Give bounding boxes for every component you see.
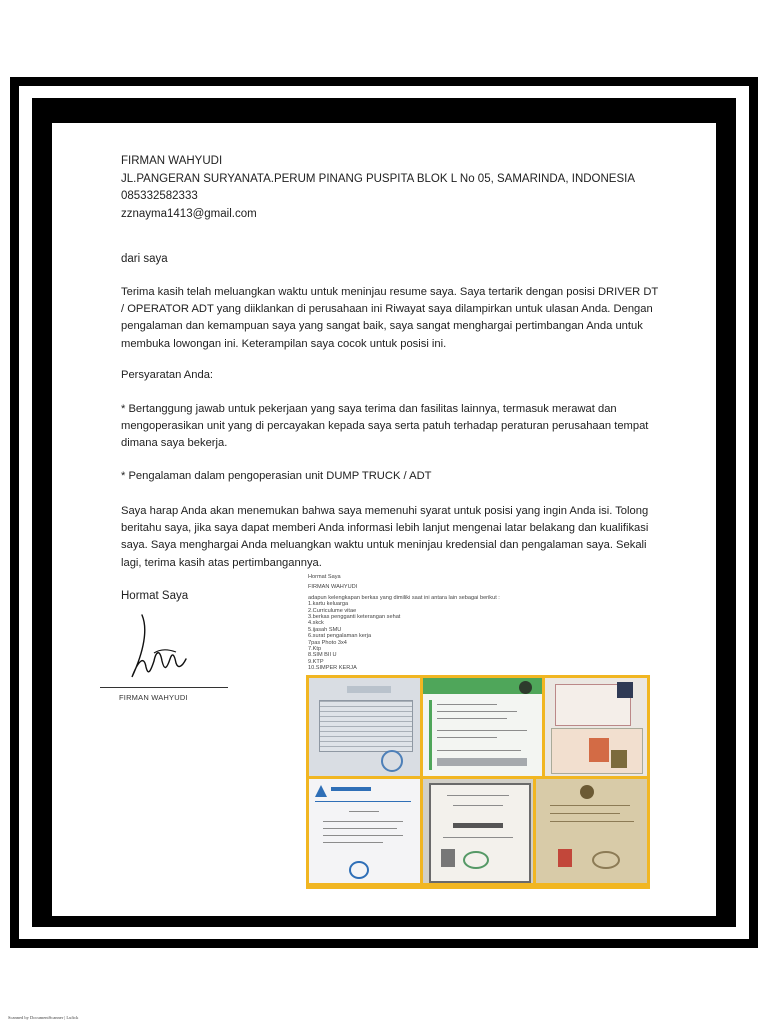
attachment-item: 8.SIM BII U	[308, 652, 337, 659]
signature-line	[100, 687, 228, 688]
scanner-footer: Scanned by DocumentScanner | Lufick	[8, 1015, 79, 1020]
letter-header	[121, 153, 635, 223]
id-card-scan	[545, 678, 647, 776]
attachment-item: 7pas Photo 3x4	[308, 639, 347, 646]
documents-collage	[306, 675, 650, 889]
requirement-item: * Pengalaman dalam pengoperasian unit DUMP TRUCK / ADT	[121, 470, 432, 482]
family-card-scan	[309, 678, 420, 776]
attachment-item: 10.SIMPER KERJA	[308, 665, 357, 672]
work-letter-scan	[309, 779, 420, 883]
certificate-scan	[423, 779, 533, 883]
closing-phrase: Hormat Saya	[121, 590, 189, 602]
attachment-item: 7.Ktp	[308, 646, 322, 653]
requirements-title: Persyaratan Anda:	[121, 369, 214, 381]
handwritten-signature	[124, 609, 216, 689]
frame-mat	[19, 86, 749, 939]
attachment-item: 2.Curriculume vitae	[308, 607, 357, 614]
police-record-scan	[536, 779, 647, 883]
requirement-item: * Bertanggung jawab untuk pekerjaan yang saya terima dan fasilitas lainnya, termasuk merawat dan mengoperasikan unit yang di percayakan kepada saya serta patuh terhadap peraturan perusahaan tempat dimana saya bekerja.	[121, 403, 649, 450]
sender-email: zznayma1413@gmail.com	[121, 207, 257, 220]
greeting: dari saya	[121, 253, 168, 265]
attachment-item: 9.KTP	[308, 658, 324, 665]
sender-address: JL.PANGERAN SURYANATA.PERUM PINANG PUSPITA BLOK L No 05, SAMARINDA, INDONESIA	[121, 172, 636, 185]
inner-frame	[32, 98, 736, 927]
attachment-item: 4.skck	[308, 620, 324, 627]
attachment-item: 5.ijasah SMU	[308, 626, 342, 633]
attachment-item: 1.kartu keluarga	[308, 601, 349, 608]
closing-paragraph: Saya harap Anda akan menemukan bahwa saya memenuhi syarat untuk posisi yang ingin Anda isi. Tolong beritahu saya, jika saya dapat memberi Anda informasi lebih lanjut mengenai latar belakang dan kualifikasi saya. Saya menghargai Anda meluangkan waktu untuk meninjau kredensial dan pengalaman saya. Sekali lagi, terima kasih atas pertimbangannya.	[121, 505, 649, 569]
attachment-item: 3.berkas pengganti keterangan sehat	[308, 614, 401, 621]
intro-paragraph: Terima kasih telah meluangkan waktu untuk meninjau resume saya. Saya tertarik dengan posisi DRIVER DT / OPERATOR ADT yang diiklankan di perusahaan ini Riwayat saya dilampirkan untuk ulasan Anda. Dengan pengalaman dan kemampuan saya yang sangat baik, saya sangat menghargai pertimbangan Anda untuk membuka lowongan ini. Keterampilan saya cocok untuk posisi ini.	[121, 286, 659, 350]
attachment-note	[308, 574, 500, 672]
attachment-salutation: Hormat Saya	[308, 574, 341, 580]
sender-phone: 085332582333	[121, 190, 198, 202]
letter-page	[52, 123, 716, 916]
attachment-name: FIRMAN WAHYUDI	[308, 584, 358, 591]
attachment-intro: adapun kelengkapan berkas yang dimiliki saat ini antara lain sebagai berikut :	[308, 594, 500, 601]
cv-scan	[423, 678, 542, 776]
attachment-item: 6.surat pengalaman kerja	[308, 633, 372, 640]
outer-frame	[10, 77, 758, 948]
signature-name: FIRMAN WAHYUDI	[119, 693, 188, 702]
sender-name: FIRMAN WAHYUDI	[121, 155, 223, 167]
